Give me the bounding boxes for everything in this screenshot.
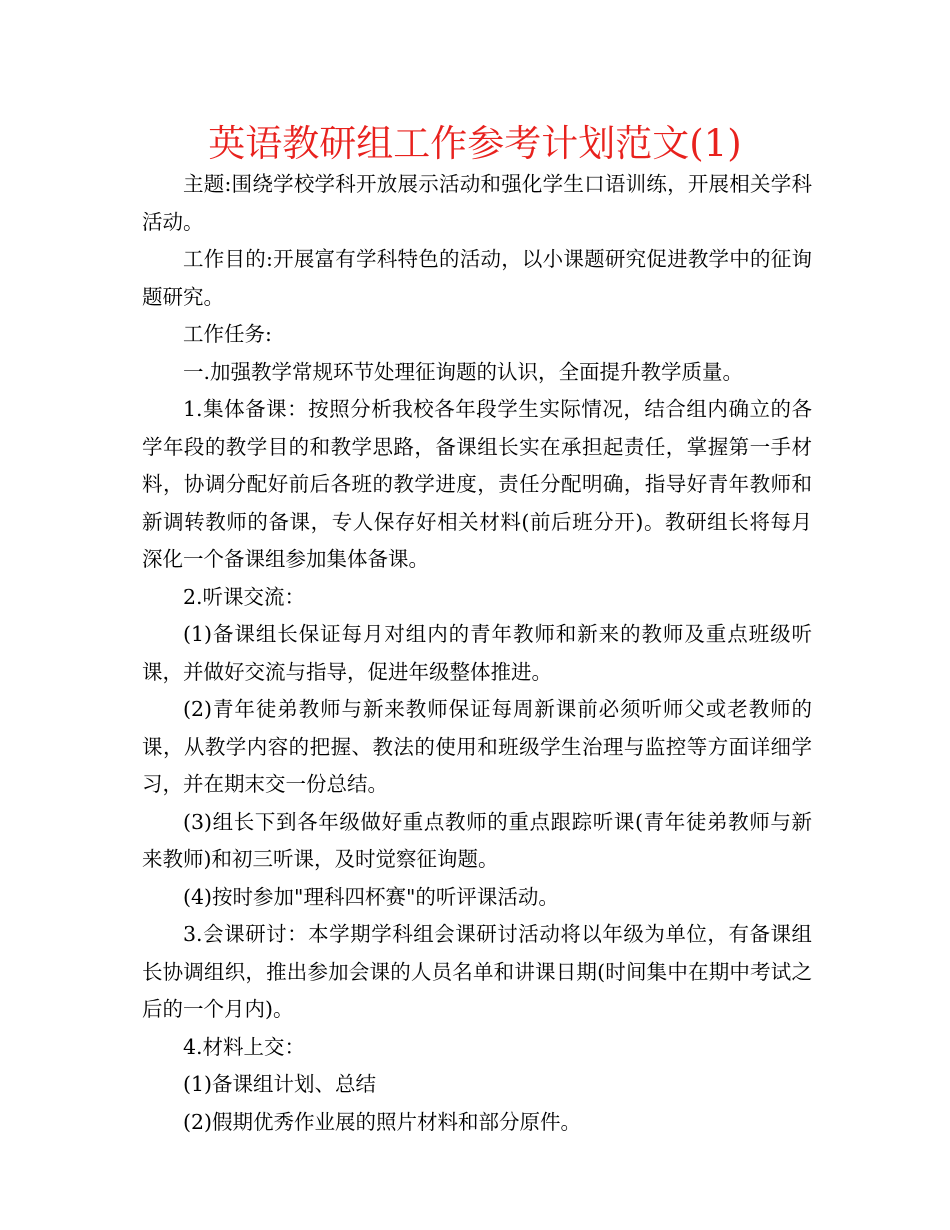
paragraph-observation-item-1: (1)备课组长保证每月对组内的青年教师和新来的教师及重点班级听课，并做好交流与指导，促进年级整体推进。: [142, 622, 812, 684]
paragraph-section-one: 一.加强教学常规环节处理征询题的认识，全面提升教学质量。: [183, 359, 744, 384]
document-title: 英语教研组工作参考计划范文(1): [208, 122, 742, 165]
paragraph-materials-heading: 4.材料上交：: [183, 1034, 306, 1059]
paragraph-collective-lesson-prep: 1.集体备课：按照分析我校各年段学生实际情况，结合组内确立的各学年段的教学目的和教学思路，备课组长实在承担起责任，掌握第一手材料，协调分配好前后各班的教学进度，责任分配明确，指导好青年教师和新调转教师的备课，专人保存好相关材料(前后班分开)。教研组长将每月深化一个备课组参加集体备课。: [142, 397, 812, 571]
paragraph-theme: 主题:围绕学校学科开放展示活动和强化学生口语训练，开展相关学科活动。: [142, 172, 812, 234]
paragraph-materials-item-1: (1)备课组计划、总结: [183, 1072, 377, 1096]
paragraph-tasks-heading: 工作任务:: [183, 322, 272, 346]
document-body: [142, 166, 812, 1141]
paragraph-lesson-observation-heading: 2.听课交流：: [183, 584, 306, 609]
paragraph-observation-item-3: (3)组长下到各年级做好重点教师的重点跟踪听课(青年徒弟教师与新来教师)和初三听课，及时觉察征询题。: [142, 809, 812, 871]
paragraph-observation-item-4: (4)按时参加"理科四杯赛"的听评课活动。: [183, 884, 559, 909]
paragraph-materials-item-2: (2)假期优秀作业展的照片材料和部分原件。: [183, 1109, 582, 1134]
paragraph-observation-item-2: (2)青年徒弟教师与新来教师保证每周新课前必须听师父或老教师的课，从教学内容的把握、教法的使用和班级学生治理与监控等方面详细学习，并在期末交一份总结。: [142, 697, 812, 796]
paragraph-purpose: 工作目的:开展富有学科特色的活动，以小课题研究促进教学中的征询题研究。: [142, 247, 812, 309]
paragraph-lesson-seminar: 3.会课研讨：本学期学科组会课研讨活动将以年级为单位，有备课组长协调组织，推出参加会课的人员名单和讲课日期(时间集中在期中考试之后的一个月内)。: [142, 922, 812, 1021]
